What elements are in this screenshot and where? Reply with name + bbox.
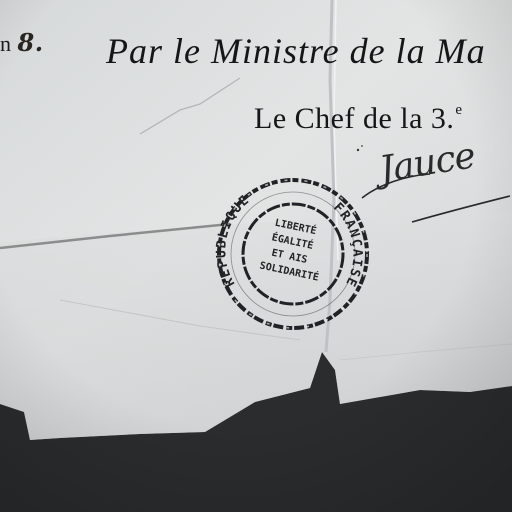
office-line-superscript: e xyxy=(455,102,463,118)
left-fragment-ink: 8. xyxy=(17,28,44,57)
office-line-text: Le Chef de la 3. xyxy=(254,102,455,135)
left-fragment-text: n xyxy=(0,31,12,56)
office-line xyxy=(254,102,463,136)
handwritten-signature: Jauce xyxy=(376,135,478,191)
document-heading: Par le Ministre de la Ma xyxy=(106,31,486,71)
left-margin-fragment xyxy=(0,28,44,57)
